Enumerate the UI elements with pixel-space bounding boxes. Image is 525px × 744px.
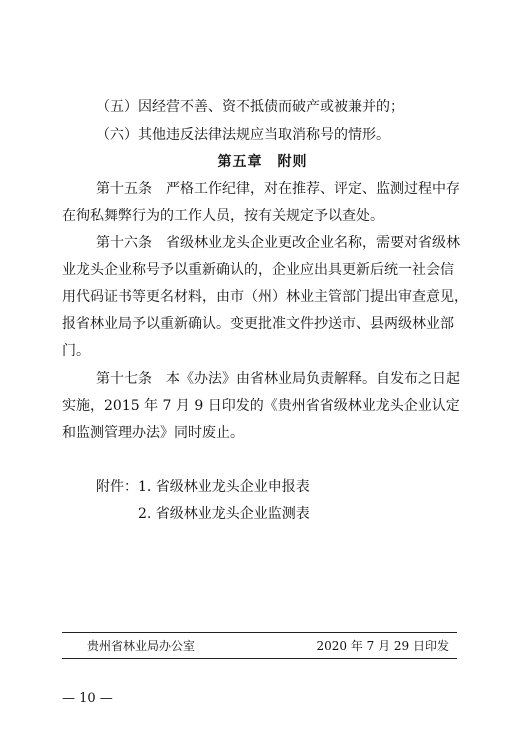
article-15-line-2: 在徇私舞弊行为的工作人员，按有关规定予以查处。: [62, 208, 384, 224]
attachment-item-1: 1. 省级林业龙头企业申报表: [138, 479, 310, 495]
article-16-line-4: 报省林业局予以重新确认。变更批准文件抄送市、县两级林业部: [62, 316, 454, 332]
footer-issuer: 贵州省林业局办公室: [87, 639, 196, 653]
article-16-line-1: 第十六条 省级林业龙头企业更改企业名称，需要对省级林: [96, 235, 460, 251]
article-16-line-2: 业龙头企业称号予以重新确认的，企业应出具更新后统一社会信: [62, 262, 454, 278]
item-six: （六）其他违反法律法规应当取消称号的情形。: [96, 127, 390, 143]
article-15-line-1: 第十五条 严格工作纪律，对在推荐、评定、监测过程中存: [96, 181, 460, 197]
item-five: （五）因经营不善、资不抵债而破产或被兼并的；: [96, 99, 404, 115]
page-number: — 10 —: [62, 691, 113, 706]
article-17-line-3: 和监测管理办法》同时废止。: [62, 425, 244, 441]
article-16-line-5: 门。: [62, 343, 90, 359]
attachment-item-2: 2. 省级林业龙头企业监测表: [138, 506, 310, 522]
footer-bottom-rule: [62, 658, 457, 659]
chapter-title: 第五章 附则: [217, 154, 308, 170]
article-17-line-1: 第十七条 本《办法》由省林业局负责解释。自发布之日起: [96, 371, 460, 387]
article-17-line-2: 实施，2015 年 7 月 9 日印发的《贵州省省级林业龙头企业认定: [62, 398, 460, 414]
attachments-label: 附件：: [96, 479, 138, 495]
article-16-line-3: 用代码证书等更名材料，由市（州）林业主管部门提出审查意见，: [62, 289, 468, 305]
footer-top-rule: [62, 632, 457, 633]
footer-date: 2020 年 7 月 29 日印发: [316, 639, 449, 653]
